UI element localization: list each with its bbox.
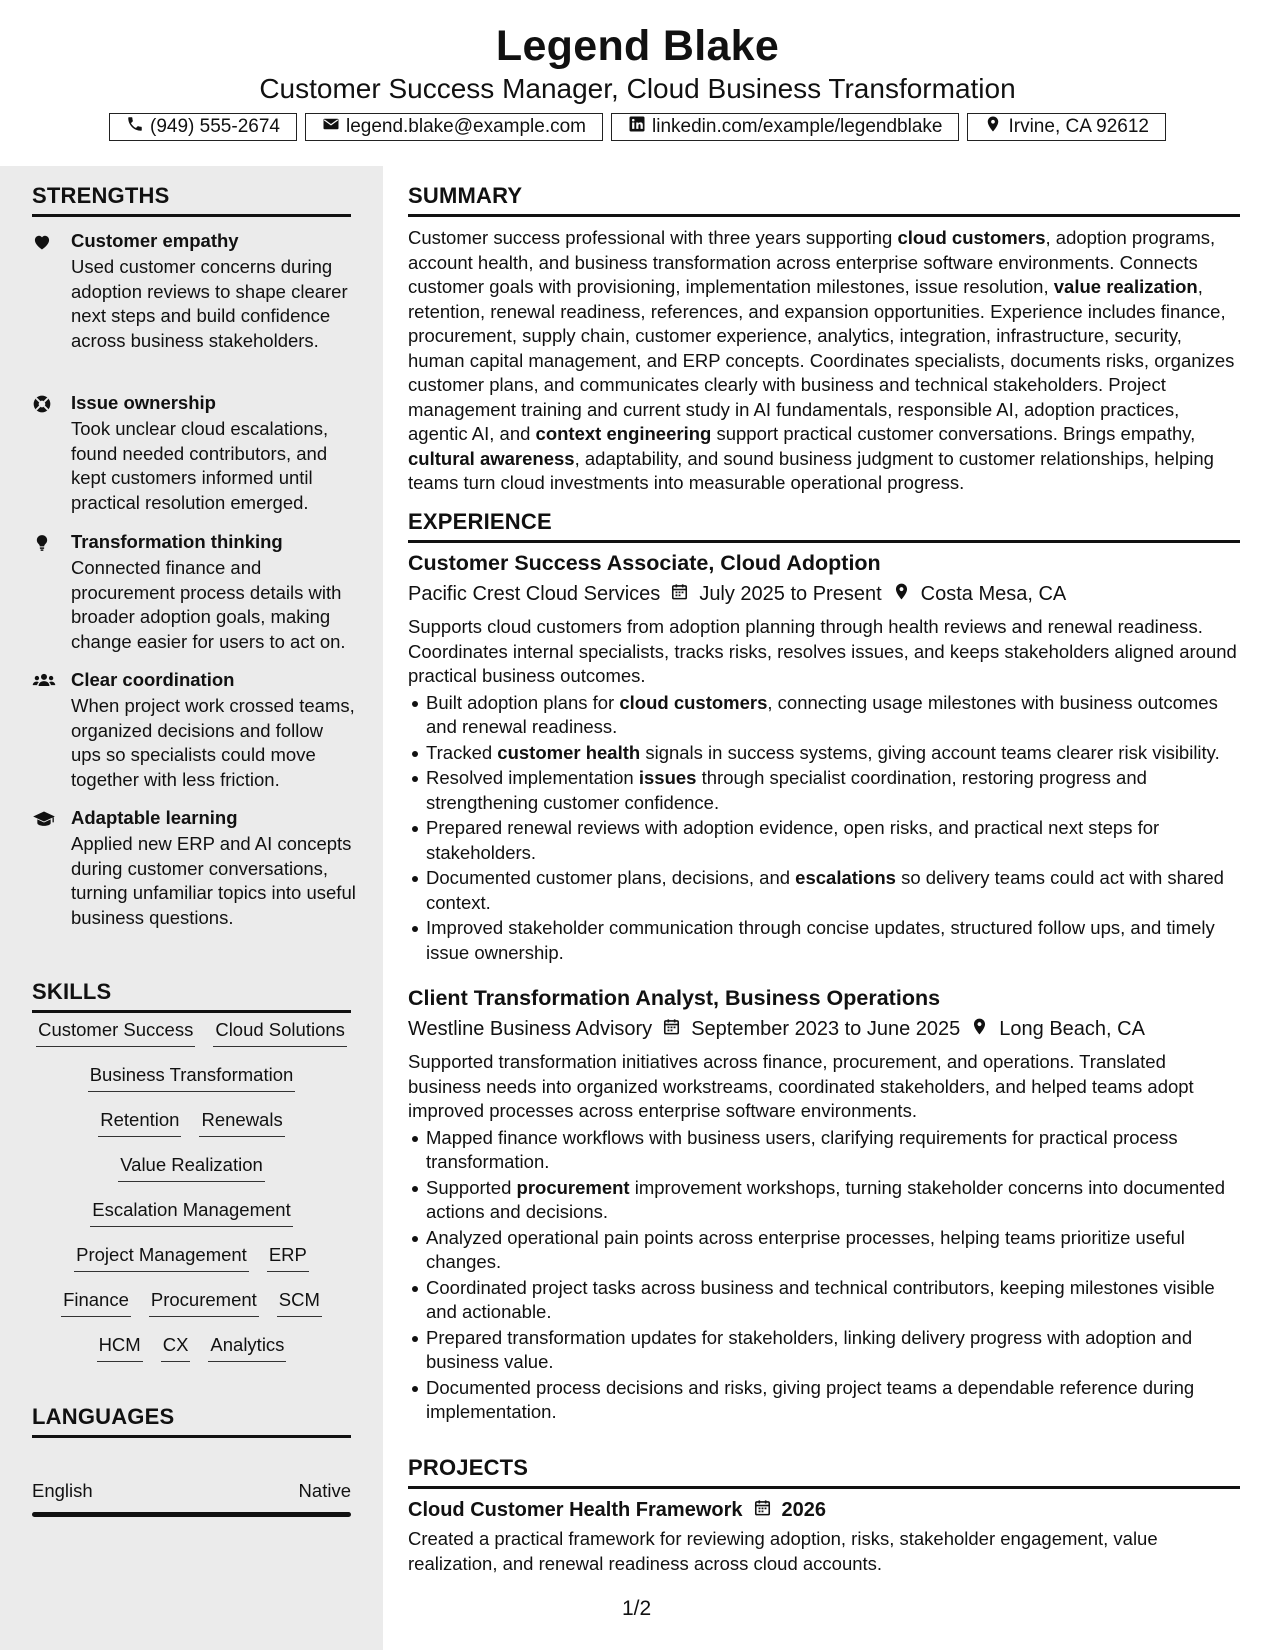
- strength-title: Clear coordination: [71, 669, 235, 690]
- summary-section: [408, 183, 1240, 496]
- bullet-item: [426, 816, 1240, 865]
- calendar-icon: [670, 582, 689, 607]
- bullet-item: [426, 691, 1240, 740]
- job-summary: Supports cloud customers from adoption planning through health reviews and renewal readiness. Coordinates internal specialists, tracks risks, resolves issues, and keeps stakeholders aligned around practical business outcomes.: [408, 616, 1237, 686]
- strengths-heading: [32, 183, 351, 217]
- bullet-item: [426, 916, 1240, 965]
- job-entry: [408, 986, 1240, 1426]
- project-desc: Created a practical framework for reviewing adoption, risks, stakeholder engagement, value realization, and renewal readiness across cloud accounts.: [408, 1528, 1158, 1574]
- job-title: Customer Success Associate, Cloud Adoption: [408, 551, 881, 575]
- job-bullets: [408, 1126, 1240, 1425]
- phone-icon: [126, 115, 144, 139]
- graduation-cap-icon: [32, 809, 58, 831]
- contact-email-text: legend.blake@example.com: [345, 116, 587, 137]
- strength-title: Customer empathy: [71, 230, 239, 251]
- strengths-title: STRENGTHS: [32, 183, 170, 208]
- skill-tag: Business Transformation: [88, 1064, 296, 1092]
- bullet-item: [426, 1326, 1240, 1375]
- job-company: Pacific Crest Cloud Services: [408, 583, 661, 605]
- text-run: Prepared renewal reviews with adoption evidence, open risks, and practical next steps for stakeholders.: [426, 817, 1160, 863]
- language-name: English: [32, 1480, 93, 1501]
- job-bullets: [408, 691, 1240, 966]
- languages-rule: [32, 1435, 351, 1438]
- skill-tag: Finance: [61, 1289, 131, 1317]
- text-run: Customer success professional with three years supporting: [408, 227, 898, 248]
- skill-row: [32, 1154, 351, 1199]
- skill-row: [32, 1334, 351, 1379]
- users-icon: [32, 671, 58, 693]
- contact-location-text: Irvine, CA 92612: [1008, 116, 1149, 137]
- job-meta: [408, 1017, 1240, 1042]
- text-run: , adoption programs, account health, and business transformation across enterprise software environments. Connects customer goals with provisioning, implementation milestones, issue resolution,: [408, 227, 1216, 297]
- contact-linkedin[interactable]: [611, 113, 959, 141]
- text-run: support practical customer conversations. Brings empathy,: [711, 423, 1196, 444]
- contact-phone[interactable]: [109, 113, 297, 141]
- strength-title: Adaptable learning: [71, 807, 238, 828]
- job-meta: [408, 582, 1240, 607]
- skill-tag: Escalation Management: [90, 1199, 292, 1227]
- candidate-title: Customer Success Manager, Cloud Business Transformation: [259, 73, 1016, 104]
- language-proficiency-bar: [32, 1512, 351, 1517]
- skill-tag: Customer Success: [36, 1019, 195, 1047]
- text-run: Built adoption plans for: [426, 691, 620, 713]
- skill-tag: Retention: [98, 1109, 181, 1137]
- text-run: Coordinated project tasks across business and technical contributors, keeping milestones visible and actionable.: [426, 1276, 1215, 1322]
- lightbulb-icon: [32, 533, 54, 555]
- projects-title: PROJECTS: [408, 1455, 529, 1480]
- strengths-rule: [32, 214, 351, 217]
- text-run: , connecting usage milestones with business outcomes and renewal readiness.: [426, 691, 1218, 737]
- bullet-item: [426, 741, 1240, 766]
- job-location: Long Beach, CA: [999, 1018, 1145, 1040]
- bold-keyword: cloud customers: [897, 227, 1046, 248]
- bold-keyword: escalations: [795, 867, 896, 888]
- bullet-item: [426, 1126, 1240, 1175]
- job-dates: July 2025 to Present: [699, 583, 882, 605]
- strength-desc: Took unclear cloud escalations, found needed contributors, and kept customers informed until practical resolution emerged.: [71, 418, 329, 513]
- skill-tag: SCM: [277, 1289, 322, 1317]
- text-run: Mapped finance workflows with business users, clarifying requirements for practical process transformation.: [426, 1126, 1178, 1172]
- job-location: Costa Mesa, CA: [920, 583, 1067, 605]
- strength-title: Issue ownership: [71, 392, 216, 413]
- skill-tag: Project Management: [74, 1244, 249, 1272]
- bold-keyword: customer health: [497, 741, 641, 763]
- location-icon: [970, 1017, 989, 1042]
- bold-keyword: context engineering: [535, 423, 712, 444]
- text-run: , adaptability, and sound business judgment to customer relationships, helping teams turn cloud investments into measurable operational progress.: [408, 447, 1214, 493]
- project-year: 2026: [781, 1499, 827, 1521]
- skill-tag: Procurement: [149, 1289, 259, 1317]
- linkedin-icon: [628, 115, 646, 139]
- email-icon: [322, 115, 340, 139]
- sidebar: [0, 166, 383, 1650]
- text-run: Supported: [426, 1176, 517, 1198]
- skill-row: [32, 1199, 351, 1244]
- text-run: Prepared transformation updates for stakeholders, linking delivery progress with adoption and business value.: [426, 1326, 1193, 1372]
- text-run: Analyzed operational pain points across enterprise processes, helping teams prioritize useful changes.: [426, 1226, 1185, 1272]
- language-row: [32, 1480, 351, 1502]
- resume-header: [0, 0, 1275, 166]
- summary-title: SUMMARY: [408, 183, 523, 208]
- contact-location: [967, 113, 1165, 141]
- text-run: so delivery teams could act with shared context.: [426, 867, 1224, 913]
- contact-email[interactable]: [305, 113, 603, 141]
- summary-rule: [408, 214, 1240, 217]
- bold-keyword: cloud customers: [619, 691, 768, 713]
- strength-desc: Applied new ERP and AI concepts during customer conversations, turning unfamiliar topics into useful business questions.: [71, 833, 356, 928]
- job-dates: September 2023 to June 2025: [691, 1018, 961, 1040]
- text-run: Tracked: [426, 741, 498, 763]
- skill-row: [32, 1244, 351, 1289]
- text-run: improvement workshops, turning stakeholder concerns into documented actions and decisions.: [426, 1176, 1225, 1222]
- projects-section: [408, 1455, 1240, 1576]
- skill-row: [32, 1064, 351, 1109]
- text-run: Improved stakeholder communication through concise updates, structured follow ups, and timely issue ownership.: [426, 917, 1215, 963]
- bullet-item: [426, 1176, 1240, 1225]
- bullet-item: [426, 866, 1240, 915]
- strength-title: Transformation thinking: [71, 531, 283, 552]
- contact-bar: [0, 113, 1275, 141]
- strength-desc: When project work crossed teams, organized decisions and follow ups so specialists could move together with less friction.: [71, 695, 355, 790]
- summary-text: [408, 226, 1240, 496]
- language-level: Native: [298, 1480, 351, 1501]
- calendar-icon: [662, 1017, 681, 1042]
- contact-phone-text: (949) 555-2674: [150, 116, 280, 137]
- skill-tag: HCM: [97, 1334, 143, 1362]
- skills-heading: [32, 979, 351, 1013]
- project-title: Cloud Customer Health Framework: [408, 1499, 743, 1521]
- job-title: Client Transformation Analyst, Business Operations: [408, 986, 941, 1010]
- text-run: through specialist coordination, restoring progress and strengthening customer confidence.: [426, 767, 1147, 813]
- text-run: Documented process decisions and risks, giving project teams a dependable reference during implementation.: [426, 1376, 1195, 1422]
- skill-tag: CX: [161, 1334, 191, 1362]
- text-run: Resolved implementation: [426, 767, 639, 788]
- project-header: [408, 1498, 1240, 1523]
- job-entry: [408, 551, 1240, 966]
- skill-tag: Renewals: [199, 1109, 284, 1137]
- text-run: signals in success systems, giving account teams clearer risk visibility.: [640, 741, 1220, 763]
- languages-heading: [32, 1404, 351, 1438]
- bold-keyword: issues: [638, 767, 697, 788]
- lifebuoy-icon: [32, 394, 54, 416]
- calendar-icon: [753, 1498, 772, 1523]
- bold-keyword: value realization: [1053, 276, 1198, 297]
- skill-tag: Cloud Solutions: [213, 1019, 347, 1047]
- experience-title: EXPERIENCE: [408, 509, 552, 534]
- bullet-item: [426, 766, 1240, 815]
- skills-title: SKILLS: [32, 979, 112, 1004]
- job-summary: Supported transformation initiatives across finance, procurement, and operations. Translated business needs into organized workstreams, coordinated stakeholders, and helped teams adopt improved processes across enterprise software environments.: [408, 1051, 1194, 1121]
- bullet-item: [426, 1226, 1240, 1275]
- skill-row: [32, 1289, 351, 1334]
- bullet-item: [426, 1376, 1240, 1425]
- bold-keyword: cultural awareness: [408, 447, 575, 469]
- heart-icon: [32, 232, 54, 254]
- bullet-item: [426, 1276, 1240, 1325]
- skills-list: [32, 1019, 351, 1379]
- projects-rule: [408, 1486, 1240, 1489]
- skill-row: [32, 1019, 351, 1064]
- skills-rule: [32, 1010, 351, 1013]
- page-number: 1/2: [622, 1597, 652, 1620]
- location-icon: [984, 115, 1002, 139]
- skill-tag: Value Realization: [118, 1154, 265, 1182]
- skill-row: [32, 1109, 351, 1154]
- contact-linkedin-text: linkedin.com/example/legendblake: [652, 116, 943, 137]
- text-run: , retention, renewal readiness, references, and expansion opportunities. Experience includes finance, procurement, supply chain, customer experience, analytics, integration, infrastructure, security, human capital management, and ERP concepts. Coordinates specialists, documents risks, organizes customer plans, and communicates clearly with business and technical stakeholders. Project management training and current study in AI fundamentals, responsible AI, adoption practices, agentic AI, and: [408, 276, 1235, 444]
- skill-tag: ERP: [267, 1244, 309, 1272]
- experience-rule: [408, 540, 1240, 543]
- strength-desc: Used customer concerns during adoption reviews to shape clearer next steps and build confidence across business stakeholders.: [71, 256, 348, 351]
- job-company: Westline Business Advisory: [408, 1018, 653, 1040]
- strength-desc: Connected finance and procurement process details with broader adoption goals, making change easier for users to act on.: [71, 557, 346, 652]
- experience-section: [408, 509, 1240, 543]
- location-icon: [892, 582, 911, 607]
- candidate-name: Legend Blake: [495, 22, 780, 70]
- languages-title: LANGUAGES: [32, 1404, 175, 1429]
- text-run: Documented customer plans, decisions, and: [426, 867, 796, 888]
- bold-keyword: procurement: [516, 1176, 630, 1198]
- skill-tag: Analytics: [208, 1334, 286, 1362]
